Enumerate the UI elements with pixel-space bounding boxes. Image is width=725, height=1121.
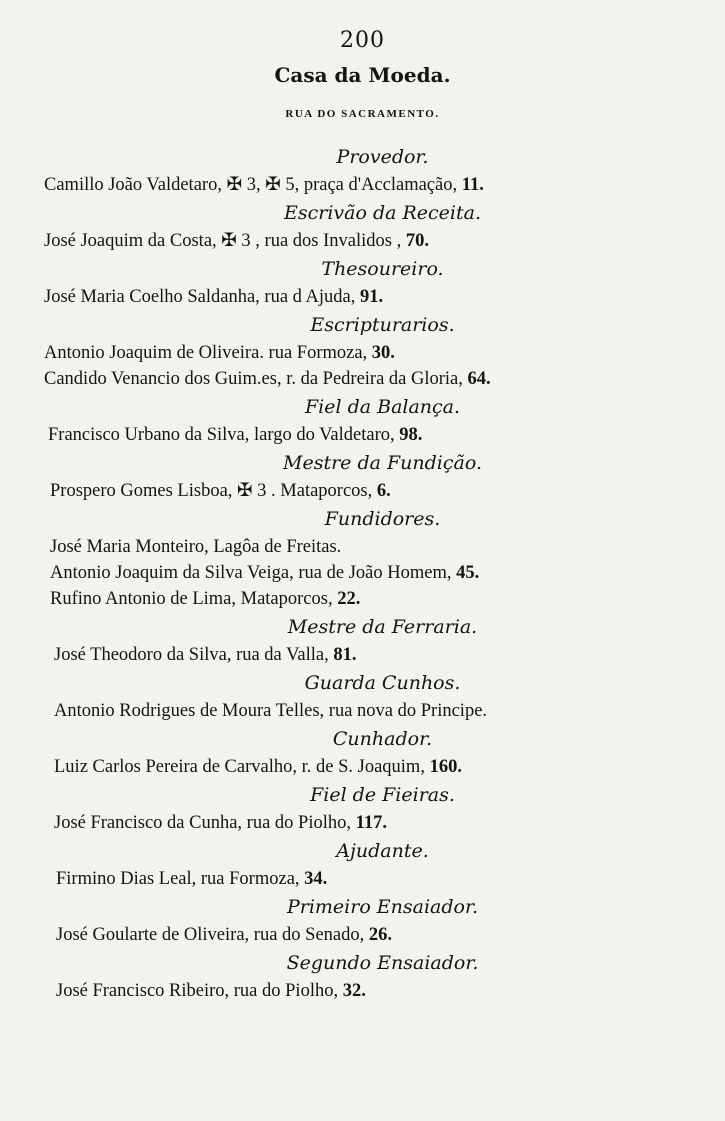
- entry-text: José Francisco da Cunha, rua do Piolho,: [54, 813, 356, 833]
- section-heading: Fundidores.: [324, 508, 441, 530]
- section-heading: Thesoureiro.: [321, 258, 444, 280]
- entry-text: Rufino Antonio de Lima, Mataporcos,: [50, 589, 338, 609]
- directory-entry: [0, 228, 725, 254]
- page-title: Casa da Moeda.: [274, 63, 451, 87]
- directory-entry: [0, 586, 725, 612]
- entry-text: José Goularte de Oliveira, rua do Senado,: [56, 925, 369, 945]
- directory-entry: [0, 340, 725, 366]
- entry-text: Antonio Joaquim de Oliveira. rua Formoza,: [44, 343, 372, 363]
- directory-entry: [0, 642, 725, 668]
- section-heading: Fiel da Balança.: [304, 396, 461, 418]
- entry-number: 45.: [456, 563, 480, 583]
- directory-entry: [0, 534, 725, 560]
- entry-text: Antonio Rodrigues de Moura Telles, rua nova do Principe.: [54, 701, 488, 721]
- directory-entry: [0, 560, 725, 586]
- entry-text: José Theodoro da Silva, rua da Valla,: [54, 645, 334, 665]
- page-subtitle: RUA DO SACRAMENTO.: [285, 108, 440, 120]
- entry-number: 81.: [333, 645, 357, 665]
- entry-text: José Joaquim da Costa, ✠ 3 , rua dos Invalidos ,: [44, 231, 406, 251]
- entry-text: José Francisco Ribeiro, rua do Piolho,: [56, 981, 343, 1001]
- entry-text: Luiz Carlos Pereira de Carvalho, r. de S. Joaquim,: [54, 757, 430, 777]
- section-heading: Guarda Cunhos.: [304, 672, 461, 694]
- entry-number: 6.: [376, 481, 391, 501]
- page-number: 200: [340, 28, 385, 53]
- entry-text: José Maria Coelho Saldanha, rua d Ajuda,: [44, 287, 360, 307]
- directory-entry: [0, 478, 725, 504]
- entry-number: 30.: [371, 343, 395, 363]
- section-heading: Mestre da Ferraria.: [287, 616, 478, 638]
- section-heading: Escrivão da Receita.: [283, 202, 481, 224]
- section-heading: Provedor.: [336, 146, 429, 168]
- section-heading: Fiel de Fieiras.: [310, 784, 455, 806]
- directory-entry: [0, 978, 725, 1004]
- entry-number: 32.: [342, 981, 366, 1001]
- entry-text: Prospero Gomes Lisboa, ✠ 3 . Mataporcos,: [50, 481, 377, 501]
- entry-number: 11.: [461, 175, 484, 195]
- section-heading: Segundo Ensaiador.: [286, 952, 479, 974]
- entry-number: 64.: [467, 369, 491, 389]
- directory-entry: [0, 698, 725, 724]
- entry-text: Antonio Joaquim da Silva Veiga, rua de João Homem,: [50, 563, 457, 583]
- section-heading: Mestre da Fundição.: [283, 452, 482, 474]
- section-heading: Cunhador.: [332, 728, 433, 750]
- entry-number: 160.: [429, 757, 462, 777]
- directory-entry: [0, 172, 725, 198]
- entry-number: 34.: [304, 869, 328, 889]
- directory-sections: [0, 142, 725, 1004]
- entry-text: Firmino Dias Leal, rua Formoza,: [56, 869, 305, 889]
- directory-entry: [0, 754, 725, 780]
- entry-number: 117.: [355, 813, 387, 833]
- section-heading: Ajudante.: [336, 840, 429, 862]
- entry-number: 22.: [337, 589, 361, 609]
- directory-entry: [0, 366, 725, 392]
- entry-number: 70.: [405, 231, 429, 251]
- section-heading: Escripturarios.: [310, 314, 455, 336]
- entry-number: 26.: [368, 925, 392, 945]
- directory-entry: [0, 810, 725, 836]
- entry-text: Camillo João Valdetaro, ✠ 3, ✠ 5, praça d'Acclamação,: [44, 175, 462, 195]
- directory-entry: [0, 922, 725, 948]
- directory-entry: [0, 422, 725, 448]
- entry-text: Francisco Urbano da Silva, largo do Valdetaro,: [48, 425, 400, 445]
- entry-text: José Maria Monteiro, Lagôa de Freitas.: [50, 537, 342, 557]
- entry-number: 98.: [399, 425, 423, 445]
- section-heading: Primeiro Ensaiador.: [286, 896, 479, 918]
- directory-entry: [0, 866, 725, 892]
- directory-entry: [0, 284, 725, 310]
- entry-number: 91.: [359, 287, 384, 307]
- entry-text: Candido Venancio dos Guim.es, r. da Pedreira da Gloria,: [44, 369, 468, 389]
